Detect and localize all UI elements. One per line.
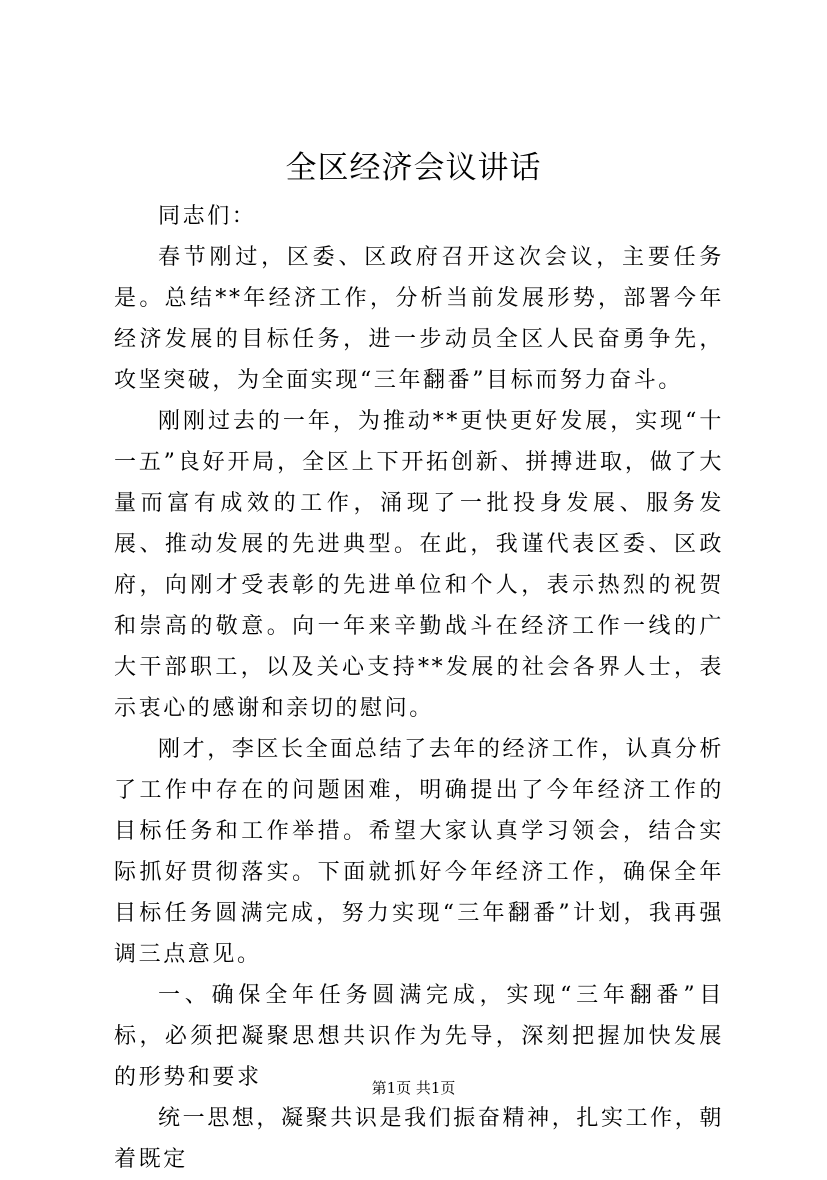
paragraph-1: 春节刚过，区委、区政府召开这次会议，主要任务是。总结**年经济工作，分析当前发展形势，部署今年经济发展的目标任务，进一步动员全区人民奋勇争先，攻坚突破，为全面实现“三年翻番”目标而努力奋斗。: [114, 245, 724, 393]
document-body: [114, 196, 724, 1180]
page-number-footer: 第1页 共1页: [371, 1079, 456, 1097]
salutation: 同志们：: [158, 204, 257, 229]
paragraph-4: 统一思想，凝聚共识是我们振奋精神，扎实工作，朝着既定: [114, 1106, 724, 1172]
paragraph-3: 刚才，李区长全面总结了去年的经济工作，认真分析了工作中存在的问题困难，明确提出了今年经济工作的目标任务和工作举措。希望大家认真学习领会，结合实际抓好贯彻落实。下面就抓好今年经济工作，确保全年目标任务圆满完成，努力实现“三年翻番”计划，我再强调三点意见。: [114, 737, 724, 967]
document-title: 全区经济会议讲话: [285, 150, 542, 186]
section-heading-1: 一、确保全年任务圆满完成，实现“三年翻番”目标，必须把凝聚思想共识作为先导，深刻把握加快发展的形势和要求: [114, 983, 724, 1090]
paragraph-2: 刚刚过去的一年，为推动**更快更好发展，实现“十一五”良好开局，全区上下开拓创新、拼搏进取，做了大量而富有成效的工作，涌现了一批投身发展、服务发展、推动发展的先进典型。在此，我谨代表区委、区政府，向刚才受表彰的先进单位和个人，表示热烈的祝贺和崇高的敬意。向一年来辛勤战斗在经济工作一线的广大干部职工，以及关心支持**发展的社会各界人士，表示衷心的感谢和亲切的慰问。: [114, 409, 724, 721]
